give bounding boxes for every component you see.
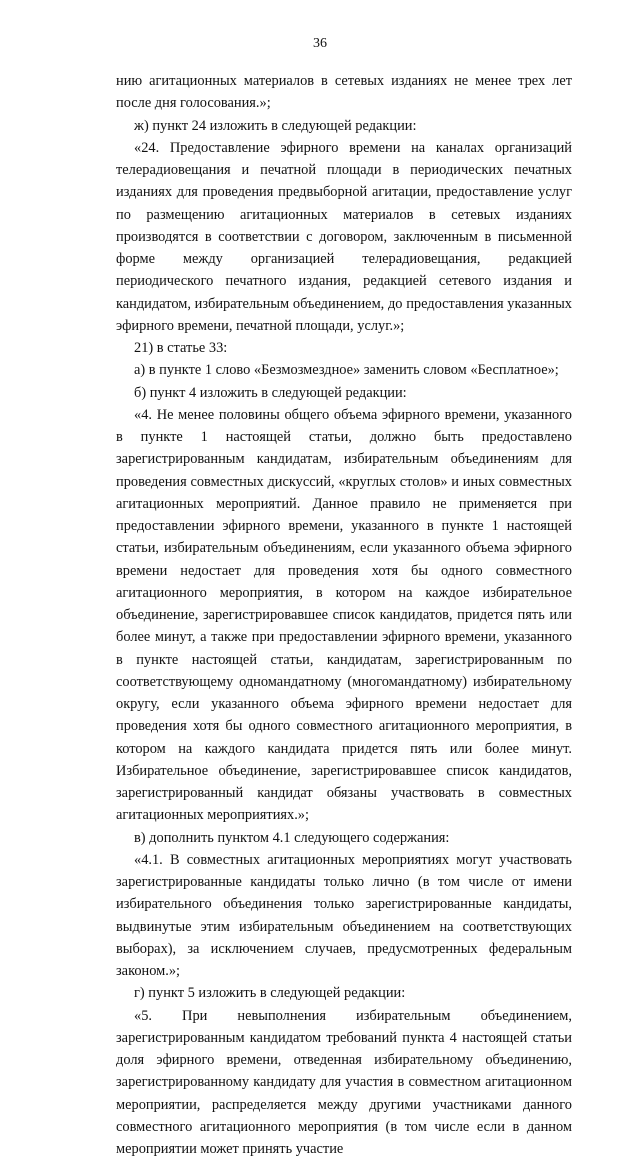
page-number: 36 [0, 36, 640, 52]
paragraph: нию агитационных материалов в сетевых изданиях не менее трех лет после дня голосования.»; [116, 70, 572, 115]
paragraph: 21) в статье 33: [116, 337, 572, 359]
paragraph: ж) пункт 24 изложить в следующей редакции: [116, 115, 572, 137]
paragraph: «5. При невыполнения избирательным объединением, зарегистрированным кандидатом требований пункта 4 настоящей статьи доля эфирного времени, отведенная избирательному объединению, зарегистрированному кандидату для участия в совместном агитационном мероприятии, распределяется между другими участниками данного совместного агитационного мероприятия (в том числе если в данном мероприятии может принять участие [116, 1005, 572, 1160]
paragraph: «24. Предоставление эфирного времени на каналах организаций телерадиовещания и печатной площади в периодических печатных изданиях для проведения предвыборной агитации, предоставление услуг по размещению агитационных материалов в сетевых изданиях производятся в соответствии с договором, заключенным в письменной форме между организацией телерадиовещания, редакцией периодического печатного издания, редакцией сетевого издания и кандидатом, избирательным объединением, до предоставления указанных эфирного времени, печатной площади, услуг.»; [116, 137, 572, 337]
document-body [116, 70, 572, 1160]
paragraph: в) дополнить пунктом 4.1 следующего содержания: [116, 827, 572, 849]
paragraph: а) в пункте 1 слово «Безмозмездное» заменить словом «Бесплатное»; [116, 359, 572, 381]
paragraph: г) пункт 5 изложить в следующей редакции: [116, 982, 572, 1004]
paragraph: «4.1. В совместных агитационных мероприятиях могут участвовать зарегистрированные кандидаты только лично (в том числе от имени избирательного объединения только зарегистрированные кандидаты, выдвинутые этим избирательным объединением на соответствующих выборах), за исключением случаев, предусмотренных федеральным законом.»; [116, 849, 572, 983]
paragraph: б) пункт 4 изложить в следующей редакции: [116, 382, 572, 404]
paragraph: «4. Не менее половины общего объема эфирного времени, указанного в пункте 1 настоящей статьи, должно быть предоставлено зарегистрированным кандидатам, избирательным объединениям для проведения совместных дискуссий, «круглых столов» и иных совместных агитационных мероприятий. Данное правило не применяется при предоставлении эфирного времени, указанного в пункте 1 настоящей статьи, избирательным объединениям, если указанного объема эфирного времени недостает для проведения хотя бы одного совместного агитационного мероприятия, в котором на каждое избирательное объединение, зарегистрировавшее список кандидатов, придется пять или более минут, а также при предоставлении эфирного времени, указанного в пункте настоящей статьи, кандидатам, зарегистрированным по соответствующему одномандатному (многомандатному) избирательному округу, если указанного объема эфирного времени недостает для проведения хотя бы одного совместного агитационного мероприятия, в котором на каждого кандидата придется пять или более минут. Избирательное объединение, зарегистрировавшее список кандидатов, зарегистрированный кандидат обязаны участвовать в совместных агитационных мероприятиях.»; [116, 404, 572, 827]
